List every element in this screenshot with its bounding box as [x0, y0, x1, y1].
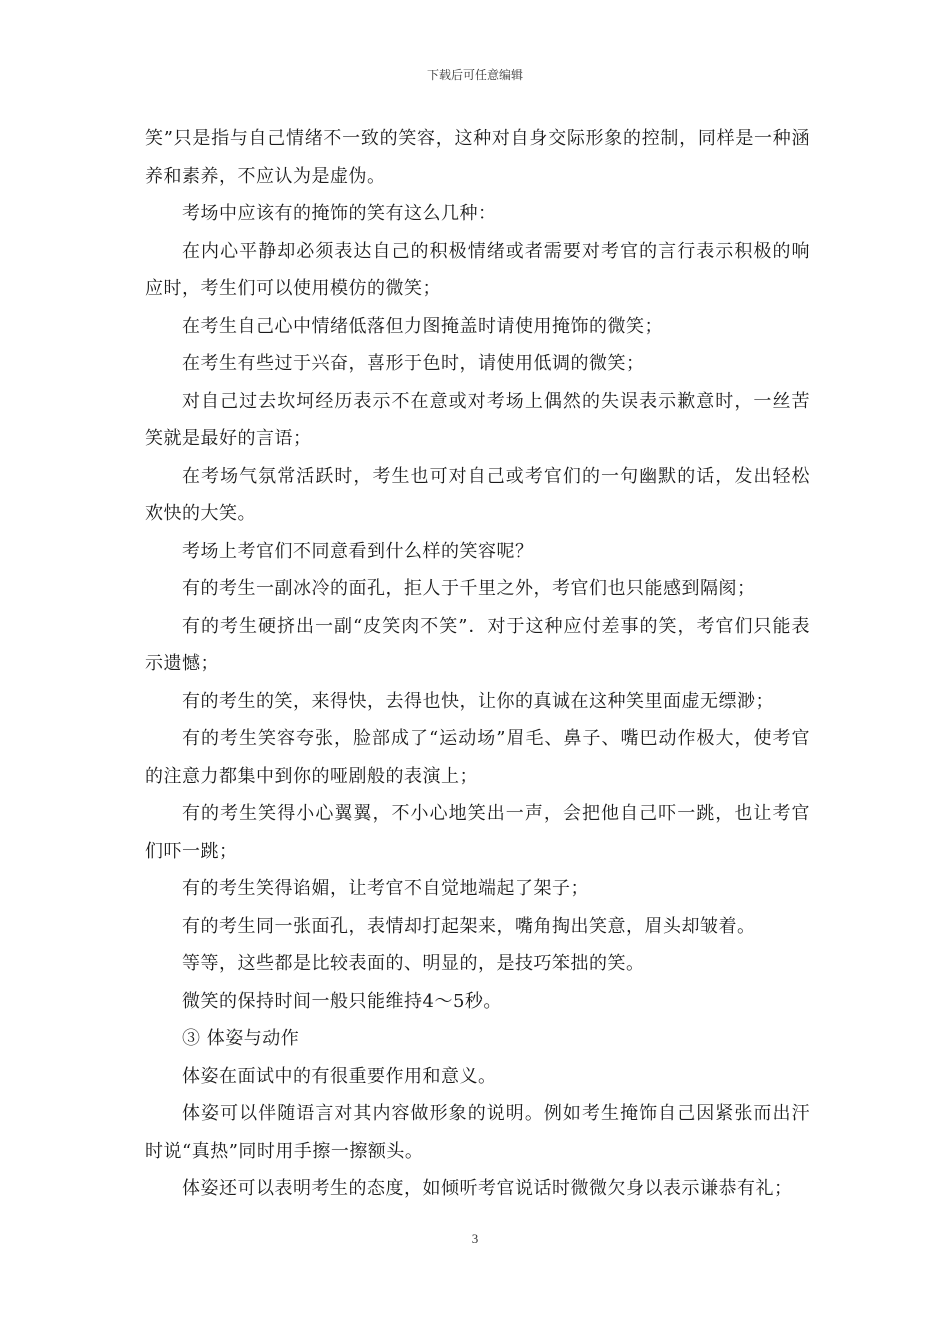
- paragraph: 等等，这些都是比较表面的、明显的，是技巧笨拙的笑。: [182, 953, 645, 974]
- paragraph: 在内心平静却必须表达自己的积极情绪或者需要对考官的言行表示积极的响应时，考生们可以使用模仿的微笑；: [145, 240, 810, 299]
- paragraph: 有的考生笑得小心翼翼，不小心地笑出一声，会把他自己吓一跳，也让考官们吓一跳；: [145, 803, 810, 862]
- paragraph: 有的考生笑容夸张，脸部成了“运动场”眉毛、鼻子、嘴巴动作极大，使考官的注意力都集中到你的哑剧般的表演上；: [145, 728, 810, 787]
- paragraph: 在考场气氛常活跃时，考生也可对自己或考官们的一句幽默的话，发出轻松欢快的大笑。: [145, 465, 810, 524]
- paragraph: ③ 体姿与动作: [182, 1028, 300, 1049]
- paragraph: 有的考生一副冰冷的面孔，拒人于千里之外，考官们也只能感到隔阂；: [182, 578, 756, 599]
- paragraph: 体姿还可以表明考生的态度，如倾听考官说话时微微欠身以表示谦恭有礼；: [182, 1178, 793, 1199]
- page-number: 3: [471, 1231, 479, 1246]
- paragraph: 体姿可以伴随语言对其内容做形象的说明。例如考生掩饰自己因紧张而出汗时说“真热”同时用手擦一擦额头。: [145, 1103, 810, 1162]
- paragraph: 笑”只是指与自己情绪不一致的笑容，这种对自身交际形象的控制，同样是一种涵养和素养，不应认为是虚伪。: [145, 128, 810, 187]
- paragraph: 考场上考官们不同意看到什么样的笑容呢？: [182, 540, 534, 562]
- page-header: 下载后可任意编辑: [426, 68, 523, 82]
- paragraph: 微笑的保持时间一般只能维持4～5秒。: [182, 990, 502, 1012]
- paragraph: 有的考生硬挤出一副“皮笑肉不笑”．对于这种应付差事的笑，考官们只能表示遗憾；: [145, 615, 810, 674]
- paragraph: 对自己过去坎坷经历表示不在意或对考场上偶然的失误表示歉意时，一丝苦笑就是最好的言语；: [145, 390, 810, 449]
- paragraph: 有的考生同一张面孔，表情却打起架来，嘴角掏出笑意，眉头却皱着。: [182, 915, 756, 937]
- paragraph: 有的考生笑得谄媚，让考官不自觉地端起了架子；: [182, 878, 589, 899]
- document-body: [145, 120, 810, 1208]
- paragraph: 有的考生的笑，来得快，去得也快，让你的真诚在这种笑里面虚无缥渺；: [182, 690, 774, 712]
- paragraph: 在考生自己心中情绪低落但力图掩盖时请使用掩饰的微笑；: [182, 315, 663, 337]
- paragraph: 在考生有些过于兴奋，喜形于色时，请使用低调的微笑；: [182, 353, 645, 374]
- paragraph: 体姿在面试中的有很重要作用和意义。: [182, 1065, 497, 1087]
- paragraph: 考场中应该有的掩饰的笑有这么几种：: [182, 203, 497, 224]
